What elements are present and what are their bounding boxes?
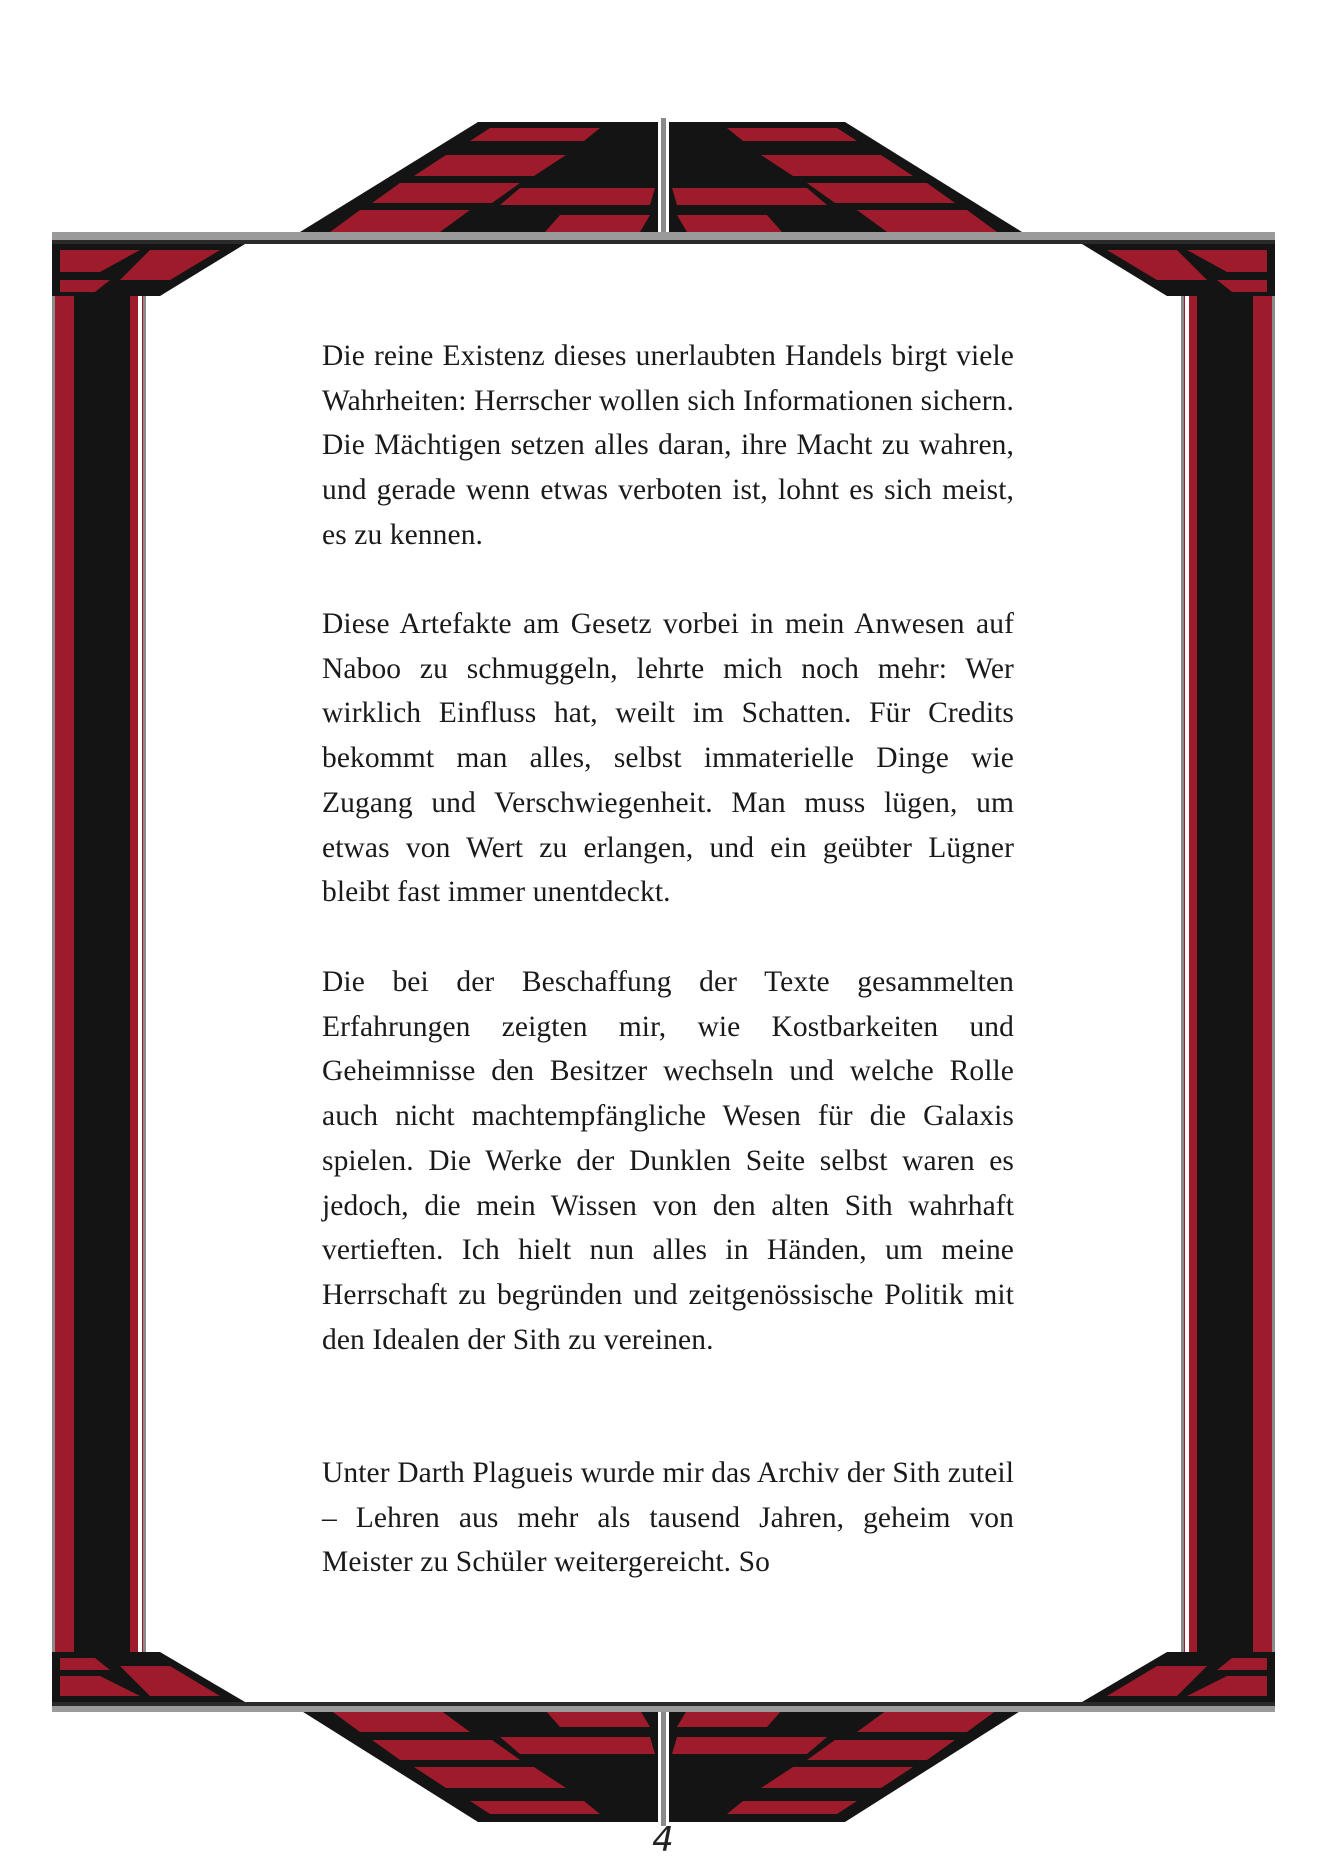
bottom-ornament <box>300 1706 1022 1826</box>
bottom-frame-bar <box>52 1652 1275 1712</box>
paragraph-4: Unter Darth Plagueis wurde mir das Archiv der Sith zuteil – Lehren aus mehr als tausend Jahren, geheim von Meister zu Schüler weitergereicht. So <box>322 1457 1014 1579</box>
paragraph-3: Die bei der Beschaffung der Texte gesammelten Erfahrungen zeigten mir, wie Kostbarkeiten und Geheimnisse den Besitzer wechseln und welche Rolle auch nicht machtempfängliche Wesen für die Galaxis spielen. Die Werke der Dunklen Seite selbst waren es jedoch, die mein Wissen von den alten Sith wahrhaft vertieften. Ich hielt nun alles in Händen, um meine Herrschaft zu begründen und zeitgenössische Politik mit den Idealen der Sith zu vereinen. <box>322 966 1014 1356</box>
paragraph-2: Diese Artefakte am Gesetz vorbei in mein Anwesen auf Naboo zu schmuggeln, lehrte mich noch mehr: Wer wirklich Einfluss hat, weilt im Schatten. Für Credits bekommt man alles, selbst immaterielle Dinge wie Zugang und Verschwiegenheit. Man muss lügen, um etwas von Wert zu erlangen, und ein geübter Lügner bleibt fast immer unentdeckt. <box>322 608 1014 909</box>
page-number: 4 <box>652 1820 674 1860</box>
top-frame-bar <box>52 232 1275 296</box>
top-ornament <box>300 118 1022 236</box>
paragraph-1: Die reine Existenz dieses unerlaubten Handels birgt viele Wahrheiten: Herrscher wollen sich Informationen sichern. Die Mächtigen setzen alles daran, ihre Macht zu wahren, und gerade wenn etwas verboten ist, lohnt es sich meist, es zu kennen. <box>322 340 1014 551</box>
right-pillar <box>1181 292 1275 1652</box>
left-pillar <box>52 292 146 1652</box>
